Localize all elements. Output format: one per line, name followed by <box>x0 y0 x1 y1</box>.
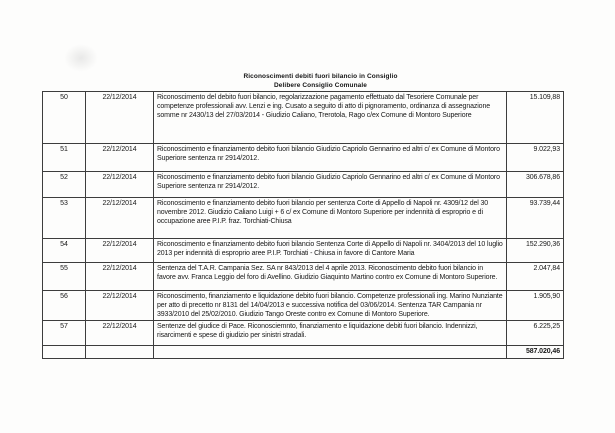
table-row <box>43 321 564 346</box>
table-total-row <box>43 346 564 359</box>
row-date-cell: 22/12/2014 <box>86 291 154 321</box>
row-description-cell: Riconoscimento e finanziamento debito fuori bilancio per sentenza Corte di Appello di Napoli nr. 4309/12 del 30 novembre 2012. Giudizio Caliano Luigi + 6 c/ ex Comune di Montoro Superiore per indennità di esproprio e di occupazione aree P.I.P. fraz. Torchiati-Chiusa <box>154 198 507 239</box>
row-number-cell: 54 <box>43 239 86 263</box>
row-date-cell: 22/12/2014 <box>86 263 154 291</box>
row-description-cell: Riconoscimento e finanziamento debito fuori bilancio Giudizio Capriolo Gennarino ed altri c/ ex Comune di Montoro Superiore sentenza nr 2914/2012. <box>154 172 507 198</box>
row-description-cell: Sentenza del T.A.R. Campania Sez. SA nr 843/2013 del 4 aprile 2013. Riconoscimento debito fuori bilancio in favore avv. Franca Leggio del foro di Avellino. Giudizio Giaquinto Martino contro ex Comune di Montoro Superiore. <box>154 263 507 291</box>
row-amount-cell: 1.905,90 <box>507 291 564 321</box>
row-description-cell: Riconoscimento, finanziamento e liquidazione debito fuori bilancio. Competenze professionali ing. Marino Nunziante per atto di precetto nr 8131 del 14/04/2013 e successiva notifica del 03/06/2014. Sentenza TAR Campania nr 3933/2010 del 25/02/2010. Giudizio Tango Oreste contro ex Comune di Montoro Superiore. <box>154 291 507 321</box>
row-description-cell: Riconoscimento del debito fuori bilancio, regolarizzazione pagamento effettuato dal Tesoriere Comunale per competenze professionali avv. Lenzi e ing. Cusato a seguito di atto di pignoramento, ordinanza di assegnazione somme nr 2430/13 del 27/03/2014 - Giudizio Caliano, Trerotola, Rago c/ex Comune di Montoro Superiore <box>154 92 507 144</box>
row-date-cell: 22/12/2014 <box>86 198 154 239</box>
row-amount-cell: 6.225,25 <box>507 321 564 346</box>
row-date-cell: 22/12/2014 <box>86 172 154 198</box>
row-number-cell: 53 <box>43 198 86 239</box>
row-date-cell: 22/12/2014 <box>86 92 154 144</box>
row-description-cell: Sentenze del giudice di Pace. Riconosciemnto, finanziamento e liquidazione debiti fuori bilancio. Indennizzi, risarcimenti e spese di giudizio per sinistri stradali. <box>154 321 507 346</box>
row-number-cell: 55 <box>43 263 86 291</box>
row-date-cell: 22/12/2014 <box>86 321 154 346</box>
row-number-cell: 57 <box>43 321 86 346</box>
row-number-cell: 50 <box>43 92 86 144</box>
row-amount-cell: 15.109,88 <box>507 92 564 144</box>
row-date-cell: 22/12/2014 <box>86 144 154 172</box>
scan-artifact-smudge <box>64 44 98 72</box>
empty-cell <box>43 346 86 359</box>
table-row <box>43 263 564 291</box>
row-amount-cell: 152.290,36 <box>507 239 564 263</box>
table-row <box>43 291 564 321</box>
empty-cell <box>86 346 154 359</box>
table-row <box>43 144 564 172</box>
row-number-cell: 56 <box>43 291 86 321</box>
row-amount-cell: 2.047,84 <box>507 263 564 291</box>
row-amount-cell: 306.678,86 <box>507 172 564 198</box>
row-description-cell: Riconoscimento e finanziamento debito fuori bilancio Giudizio Capriolo Gennarino ed altri c/ ex Comune di Montoro Superiore sentenza nr 2914/2012. <box>154 144 507 172</box>
table-row <box>43 198 564 239</box>
table-row <box>43 92 564 144</box>
document-title-line2: Delibere Consiglio Comunale <box>274 81 367 89</box>
row-amount-cell: 93.739,44 <box>507 198 564 239</box>
row-date-cell: 22/12/2014 <box>86 239 154 263</box>
row-number-cell: 51 <box>43 144 86 172</box>
table-row <box>43 172 564 198</box>
document-title-line1: Riconoscimenti debiti fuori bilancio in Consiglio <box>243 73 398 80</box>
debiti-fuori-bilancio-table <box>42 91 564 359</box>
row-description-cell: Riconoscimento e finanziamento debito fuori bilancio Sentenza Corte di Appello di Napoli nr. 3404/2013 del 10 luglio 2013 per indennità di esproprio aree P.I.P. Torchiati - Chiusa in favore di Cantore Maria <box>154 239 507 263</box>
table-row <box>43 239 564 263</box>
row-number-cell: 52 <box>43 172 86 198</box>
empty-cell <box>154 346 507 359</box>
document-title <box>42 73 563 90</box>
row-amount-cell: 9.022,93 <box>507 144 564 172</box>
total-amount-cell: 587.020,46 <box>507 346 564 359</box>
